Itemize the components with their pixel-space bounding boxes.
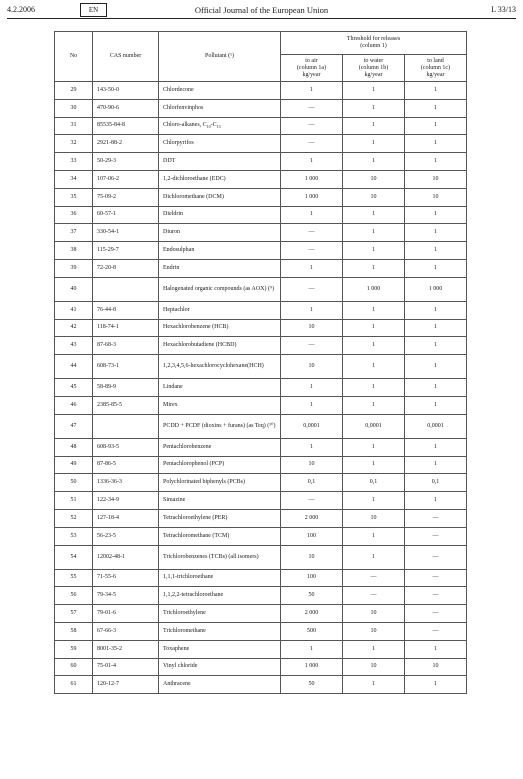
- threshold-water: 1: [343, 319, 405, 337]
- table-row: [55, 135, 467, 153]
- cas-number: 8001-35-2: [93, 640, 159, 658]
- threshold-land: 1: [405, 99, 467, 117]
- cas-number: 72-20-8: [93, 259, 159, 277]
- cas-number: 71-55-6: [93, 569, 159, 587]
- row-number: 39: [55, 259, 93, 277]
- cas-number: 608-73-1: [93, 355, 159, 379]
- pollutant-name: Dichloromethane (DCM): [159, 188, 281, 206]
- threshold-air: 1: [281, 379, 343, 397]
- pollutant-name: Anthracene: [159, 676, 281, 694]
- threshold-water: 10: [343, 622, 405, 640]
- threshold-air: 2 000: [281, 605, 343, 623]
- row-number: 36: [55, 206, 93, 224]
- pollutant-name: 1,1,2,2-tetrachloroethane: [159, 587, 281, 605]
- pollutant-name: 1,1,1-trichloroethane: [159, 569, 281, 587]
- cas-number: 143-50-0: [93, 82, 159, 100]
- pollutant-name: Polychlorinated biphenyls (PCBs): [159, 474, 281, 492]
- cas-number: 60-57-1: [93, 206, 159, 224]
- pollutant-name: Trichloroethylene: [159, 605, 281, 623]
- threshold-land: 10: [405, 188, 467, 206]
- row-number: 56: [55, 587, 93, 605]
- threshold-land: 1: [405, 676, 467, 694]
- pollutant-name: Dieldrin: [159, 206, 281, 224]
- cas-number: 87-86-5: [93, 456, 159, 474]
- threshold-water: 1: [343, 676, 405, 694]
- threshold-water: 1: [343, 206, 405, 224]
- table-row: [55, 319, 467, 337]
- cas-number: 107-06-2: [93, 170, 159, 188]
- threshold-water: 1: [343, 337, 405, 355]
- pollutant-name: Hexachlorobutadiene (HCBD): [159, 337, 281, 355]
- row-number: 51: [55, 492, 93, 510]
- row-number: 53: [55, 527, 93, 545]
- table-row: [55, 224, 467, 242]
- header-no: No: [55, 32, 93, 82]
- threshold-air: 1: [281, 396, 343, 414]
- table-row: [55, 474, 467, 492]
- row-number: 35: [55, 188, 93, 206]
- table-row: [55, 170, 467, 188]
- threshold-water: 1: [343, 259, 405, 277]
- cas-number: 85535-84-8: [93, 117, 159, 135]
- table-row: [55, 658, 467, 676]
- cas-number: 330-54-1: [93, 224, 159, 242]
- row-number: 50: [55, 474, 93, 492]
- threshold-air: —: [281, 99, 343, 117]
- pollutant-name: Diuron: [159, 224, 281, 242]
- threshold-water: 1: [343, 117, 405, 135]
- cas-number: 118-74-1: [93, 319, 159, 337]
- threshold-land: 1: [405, 337, 467, 355]
- threshold-water: 1: [343, 153, 405, 171]
- table-row: [55, 379, 467, 397]
- pollutant-name: Tetrachloromethane (TCM): [159, 527, 281, 545]
- row-number: 61: [55, 676, 93, 694]
- row-number: 55: [55, 569, 93, 587]
- row-number: 34: [55, 170, 93, 188]
- threshold-water: 1: [343, 396, 405, 414]
- header-to-air: to air (column 1a) kg/year: [281, 55, 343, 82]
- pollutant-name: DDT: [159, 153, 281, 171]
- threshold-land: —: [405, 605, 467, 623]
- pollutant-name: Toxaphene: [159, 640, 281, 658]
- threshold-water: 0,0001: [343, 414, 405, 438]
- header-to-water: to water (column 1b) kg/year: [343, 55, 405, 82]
- table-row: [55, 82, 467, 100]
- threshold-water: 1: [343, 456, 405, 474]
- threshold-air: 2 000: [281, 509, 343, 527]
- threshold-water: 10: [343, 605, 405, 623]
- table-row: [55, 456, 467, 474]
- threshold-air: 1: [281, 301, 343, 319]
- cas-number: 76-44-8: [93, 301, 159, 319]
- threshold-land: 1: [405, 379, 467, 397]
- cas-number: [93, 414, 159, 438]
- row-number: 57: [55, 605, 93, 623]
- row-number: 37: [55, 224, 93, 242]
- threshold-water: 1: [343, 242, 405, 260]
- row-number: 44: [55, 355, 93, 379]
- threshold-air: —: [281, 224, 343, 242]
- table-row: [55, 640, 467, 658]
- table-row: [55, 622, 467, 640]
- row-number: 45: [55, 379, 93, 397]
- threshold-air: 10: [281, 319, 343, 337]
- row-number: 38: [55, 242, 93, 260]
- table-row: [55, 99, 467, 117]
- threshold-water: 1: [343, 224, 405, 242]
- threshold-land: 1: [405, 640, 467, 658]
- pollutant-name-part: -C: [210, 122, 217, 129]
- threshold-land: 1: [405, 259, 467, 277]
- threshold-air: 0,0001: [281, 414, 343, 438]
- threshold-land: 1: [405, 224, 467, 242]
- row-number: 48: [55, 438, 93, 456]
- table-row: [55, 509, 467, 527]
- header-cas-number: CAS number: [93, 32, 159, 82]
- threshold-water: 10: [343, 170, 405, 188]
- threshold-air: 1: [281, 153, 343, 171]
- pollutant-name: Halogenated organic compounds (as AOX) (⁹): [159, 277, 281, 301]
- row-number: 32: [55, 135, 93, 153]
- pollutant-name: Pentachlorobenzene: [159, 438, 281, 456]
- pollutant-name: Trichlorobenzenes (TCBs) (all isomers): [159, 545, 281, 569]
- threshold-land: 1: [405, 456, 467, 474]
- cas-number: 58-89-9: [93, 379, 159, 397]
- threshold-air: 1: [281, 82, 343, 100]
- threshold-air: 10: [281, 456, 343, 474]
- pollutant-name: Hexachlorobenzene (HCB): [159, 319, 281, 337]
- row-number: 41: [55, 301, 93, 319]
- row-number: 29: [55, 82, 93, 100]
- threshold-land: 10: [405, 170, 467, 188]
- table-row: [55, 545, 467, 569]
- language-badge: EN: [80, 3, 107, 17]
- cas-number: 79-34-5: [93, 587, 159, 605]
- cas-number: 115-29-7: [93, 242, 159, 260]
- pollutant-name: Chlorfenvinphos: [159, 99, 281, 117]
- threshold-air: 50: [281, 587, 343, 605]
- threshold-air: —: [281, 277, 343, 301]
- page-header: [7, 0, 516, 15]
- threshold-water: 1 000: [343, 277, 405, 301]
- threshold-air: 10: [281, 545, 343, 569]
- pollutant-subscript: 13: [216, 124, 221, 130]
- page-reference: L 33/13: [491, 5, 516, 14]
- threshold-water: 0,1: [343, 474, 405, 492]
- cas-number: 50-29-3: [93, 153, 159, 171]
- pollutant-name: Simazine: [159, 492, 281, 510]
- threshold-water: 1: [343, 640, 405, 658]
- threshold-air: —: [281, 135, 343, 153]
- threshold-water: 10: [343, 658, 405, 676]
- table-row: [55, 587, 467, 605]
- threshold-water: 1: [343, 135, 405, 153]
- threshold-land: —: [405, 587, 467, 605]
- cas-number: 122-34-9: [93, 492, 159, 510]
- row-number: 49: [55, 456, 93, 474]
- table-body: [55, 82, 467, 694]
- threshold-water: 1: [343, 301, 405, 319]
- threshold-land: 1: [405, 206, 467, 224]
- threshold-land: 1: [405, 153, 467, 171]
- threshold-air: —: [281, 492, 343, 510]
- row-number: 54: [55, 545, 93, 569]
- pollutant-name-part: Chloro-alkanes, C: [163, 122, 207, 129]
- row-number: 40: [55, 277, 93, 301]
- table-row: [55, 414, 467, 438]
- cas-number: 2921-88-2: [93, 135, 159, 153]
- header-to-land: to land (column 1c) kg/year: [405, 55, 467, 82]
- row-number: 58: [55, 622, 93, 640]
- cas-number: 12002-48-1: [93, 545, 159, 569]
- pollutant-name: Heptachlor: [159, 301, 281, 319]
- threshold-air: —: [281, 337, 343, 355]
- threshold-land: 1: [405, 492, 467, 510]
- journal-title: Official Journal of the European Union: [194, 5, 329, 15]
- threshold-water: 1: [343, 355, 405, 379]
- row-number: 59: [55, 640, 93, 658]
- pollutant-name: 1,2,3,4,5,6-hexachlorocyclohexane(HCH): [159, 355, 281, 379]
- threshold-land: 1: [405, 319, 467, 337]
- threshold-land: 1: [405, 82, 467, 100]
- threshold-air: 1 000: [281, 658, 343, 676]
- row-number: 33: [55, 153, 93, 171]
- row-number: 31: [55, 117, 93, 135]
- threshold-water: 1: [343, 545, 405, 569]
- table-row: [55, 206, 467, 224]
- cas-number: 56-23-5: [93, 527, 159, 545]
- table-row: [55, 396, 467, 414]
- table-row: [55, 569, 467, 587]
- threshold-land: —: [405, 527, 467, 545]
- table-row: [55, 153, 467, 171]
- threshold-land: —: [405, 569, 467, 587]
- pollutant-name: Tetrachloroethylene (PER): [159, 509, 281, 527]
- table-row: [55, 277, 467, 301]
- threshold-air: 1: [281, 640, 343, 658]
- table-row: [55, 605, 467, 623]
- row-number: 52: [55, 509, 93, 527]
- threshold-air: 0,1: [281, 474, 343, 492]
- cas-number: 1336-36-3: [93, 474, 159, 492]
- threshold-air: 1 000: [281, 188, 343, 206]
- threshold-water: 10: [343, 188, 405, 206]
- pollutant-name: Vinyl chloride: [159, 658, 281, 676]
- threshold-air: —: [281, 117, 343, 135]
- threshold-air: 100: [281, 527, 343, 545]
- threshold-air: 1: [281, 438, 343, 456]
- pollutant-name: 1,2-dichloroethane (EDC): [159, 170, 281, 188]
- threshold-air: 1: [281, 206, 343, 224]
- threshold-air: 50: [281, 676, 343, 694]
- threshold-water: 1: [343, 527, 405, 545]
- threshold-land: 1: [405, 242, 467, 260]
- pollutant-name: Mirex: [159, 396, 281, 414]
- threshold-water: 10: [343, 509, 405, 527]
- pollutant-name: Trichloromethane: [159, 622, 281, 640]
- threshold-land: 1: [405, 396, 467, 414]
- pollutant-name: Endrin: [159, 259, 281, 277]
- pollutant-table: [54, 31, 467, 694]
- threshold-land: 1: [405, 301, 467, 319]
- threshold-air: 100: [281, 569, 343, 587]
- threshold-air: 1: [281, 259, 343, 277]
- cas-number: [93, 277, 159, 301]
- table-row: [55, 337, 467, 355]
- table-row: [55, 242, 467, 260]
- cas-number: 75-09-2: [93, 188, 159, 206]
- threshold-water: 1: [343, 438, 405, 456]
- publication-date: 4.2.2006: [7, 5, 35, 14]
- pollutant-name: Pentachlorophenol (PCP): [159, 456, 281, 474]
- threshold-water: —: [343, 587, 405, 605]
- row-number: 42: [55, 319, 93, 337]
- table-row: [55, 527, 467, 545]
- pollutant-name: [159, 117, 281, 135]
- cas-number: 75-01-4: [93, 658, 159, 676]
- row-number: 60: [55, 658, 93, 676]
- pollutant-name: Endosulphan: [159, 242, 281, 260]
- table-row: [55, 259, 467, 277]
- row-number: 30: [55, 99, 93, 117]
- cas-number: 79-01-6: [93, 605, 159, 623]
- threshold-land: 1: [405, 117, 467, 135]
- table-row: [55, 676, 467, 694]
- threshold-air: —: [281, 242, 343, 260]
- pollutant-name: Chlordecone: [159, 82, 281, 100]
- threshold-land: 1: [405, 438, 467, 456]
- pollutant-name: Lindane: [159, 379, 281, 397]
- threshold-water: 1: [343, 492, 405, 510]
- cas-number: 470-90-6: [93, 99, 159, 117]
- table-row: [55, 355, 467, 379]
- threshold-air: 10: [281, 355, 343, 379]
- threshold-land: 1: [405, 135, 467, 153]
- header-rule: [7, 18, 516, 19]
- table-row: [55, 492, 467, 510]
- cas-number: 67-66-3: [93, 622, 159, 640]
- table-row: [55, 117, 467, 135]
- cas-number: 2385-85-5: [93, 396, 159, 414]
- threshold-land: 0,1: [405, 474, 467, 492]
- pollutant-name: PCDD + PCDF (dioxins + furans) (as Teq) (¹⁰): [159, 414, 281, 438]
- threshold-water: 1: [343, 379, 405, 397]
- threshold-water: 1: [343, 99, 405, 117]
- threshold-land: 0,0001: [405, 414, 467, 438]
- threshold-air: 1 000: [281, 170, 343, 188]
- header-pollutant: Pollutant (¹): [159, 32, 281, 82]
- row-number: 43: [55, 337, 93, 355]
- threshold-land: 10: [405, 658, 467, 676]
- row-number: 47: [55, 414, 93, 438]
- table-row: [55, 301, 467, 319]
- threshold-land: —: [405, 622, 467, 640]
- table-row: [55, 438, 467, 456]
- cas-number: 87-68-3: [93, 337, 159, 355]
- threshold-land: —: [405, 509, 467, 527]
- cas-number: 127-18-4: [93, 509, 159, 527]
- threshold-land: 1 000: [405, 277, 467, 301]
- row-number: 46: [55, 396, 93, 414]
- cas-number: 120-12-7: [93, 676, 159, 694]
- cas-number: 608-93-5: [93, 438, 159, 456]
- threshold-land: —: [405, 545, 467, 569]
- threshold-water: —: [343, 569, 405, 587]
- threshold-land: 1: [405, 355, 467, 379]
- pollutant-name: Chlorpyrifos: [159, 135, 281, 153]
- table-row: [55, 188, 467, 206]
- header-threshold: Threshold for releases (column 1): [281, 32, 467, 55]
- threshold-air: 500: [281, 622, 343, 640]
- threshold-water: 1: [343, 82, 405, 100]
- pollutant-subscript: 10: [206, 124, 211, 130]
